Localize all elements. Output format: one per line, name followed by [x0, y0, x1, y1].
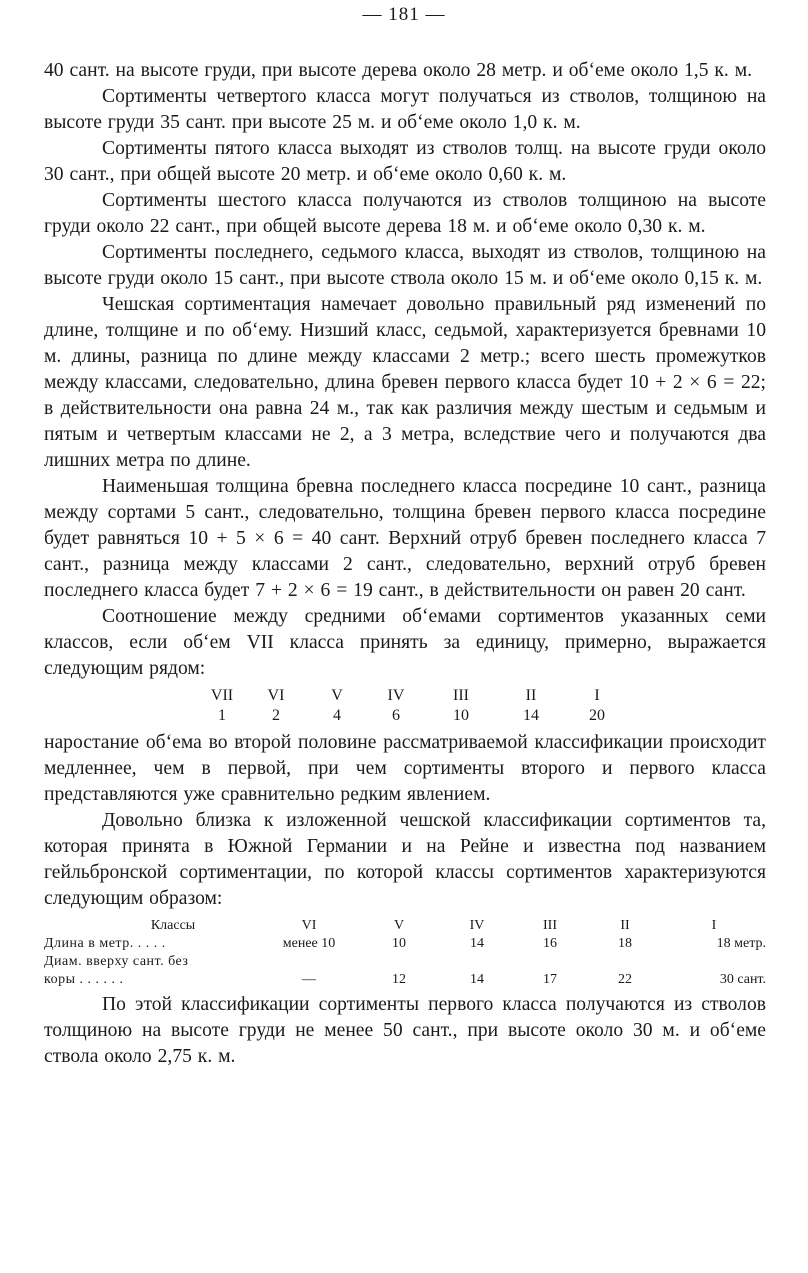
paragraph-continuation: 40 сант. на высоте груди, при высоте дерева около 28 метр. и об‘еме около 1,5 к. м.: [44, 60, 753, 81]
heilbronn-diam-cell: 12: [392, 972, 406, 987]
heilbronn-length-cell: 18: [618, 936, 632, 951]
paragraph-class-5: Сортименты пятого класса выходят из стволов толщ. на высоте груди около 30 сант., при общей высоте 20 метр. и об‘еме около 0,60 к. м.: [44, 138, 766, 185]
text-column: [44, 58, 766, 1070]
ratio-class-cell: VII: [210, 687, 234, 704]
ratio-value-cell: 14: [523, 707, 539, 724]
volume-ratio-table: [200, 686, 628, 726]
ratio-class-cell: III: [453, 687, 469, 704]
heilbronn-diam-cell: 17: [543, 972, 557, 987]
heilbronn-diam-cell: 22: [618, 972, 632, 987]
ratio-value-cell: 4: [333, 707, 341, 724]
paragraph-heilbronn-first-class: По этой классификации сортименты первого класса получаются из стволов толщиною на высоте груди не менее 50 сант., при высоте около 30 м. и об‘еме ствола около 2,75 к. м.: [44, 994, 766, 1067]
heilbronn-header-row: [44, 916, 766, 934]
heilbronn-length-label: Длина в метр. . . . .: [44, 936, 166, 951]
heilbronn-diam-cell: 14: [470, 972, 484, 987]
ratio-values-row: [200, 706, 628, 726]
ratio-class-cell: V: [331, 687, 343, 704]
ratio-class-cell: II: [525, 687, 537, 704]
heilbronn-table: [44, 916, 766, 988]
paragraph-class-7: Сортименты последнего, седьмого класса, выходят из стволов, толщиною на высоте груди около 15 сант., при высоте ствола около 15 м. и об‘еме около 0,15 к. м.: [44, 242, 766, 289]
paragraph-class-6: Сортименты шестого класса получаются из стволов толщиною на высоте груди около 22 сант., при общей высоте дерева 18 м. и об‘еме около 0,30 к. м.: [44, 190, 766, 237]
heilbronn-length-cell: менее 10: [282, 936, 336, 951]
heilbronn-diam-cell: —: [302, 972, 316, 987]
paragraph-heilbronn-intro: Довольно близка к изложенной чешской классификации сортиментов та, которая принята в Южной Германии и на Рейне и известна под названием гейльбронской сортиментации, по которой классы сортиментов характеризуются следующим образом:: [44, 810, 766, 909]
heilbronn-length-cell: 14: [470, 936, 484, 951]
ratio-classes-row: [200, 686, 628, 706]
heilbronn-header-label: Классы: [150, 918, 196, 933]
heilbronn-diam-row-a: [44, 952, 766, 970]
ratio-value-cell: 2: [272, 707, 280, 724]
paragraph-volume-growth: наростание об‘ема во второй половине рассматриваемой классификации происходит медленнее, чем в первой, при чем сортименты второго и первого класса представляются уже сравнительно редким явлением.: [44, 732, 766, 805]
ratio-class-cell: VI: [267, 687, 285, 704]
heilbronn-diam-row-b: [44, 970, 766, 988]
heilbronn-class-cell: IV: [469, 918, 485, 933]
heilbronn-class-cell: II: [620, 918, 630, 933]
heilbronn-length-cell: 16: [543, 936, 557, 951]
heilbronn-diam-cell: 30 сант.: [719, 972, 766, 987]
heilbronn-length-cell: 10: [392, 936, 406, 951]
heilbronn-length-row: [44, 934, 766, 952]
heilbronn-diam-label-1: Диам. вверху сант. без: [44, 954, 189, 969]
ratio-value-cell: 20: [589, 707, 605, 724]
paragraph-volume-ratio: Соотношение между средними об‘емами сортиментов указанных семи классов, если об‘ем VII класса принять за единицу, примерно, выражается следующим рядом:: [44, 606, 766, 679]
heilbronn-length-cell: 18 метр.: [716, 936, 766, 951]
heilbronn-diam-label-2: коры . . . . . .: [44, 972, 124, 987]
heilbronn-class-cell: VI: [301, 918, 317, 933]
ratio-value-cell: 10: [453, 707, 469, 724]
ratio-class-cell: I: [594, 687, 600, 704]
ratio-value-cell: 1: [218, 707, 226, 724]
heilbronn-class-cell: I: [711, 918, 717, 933]
heilbronn-class-cell: III: [543, 918, 557, 933]
paragraph-czech-thickness: Наименьшая толщина бревна последнего класса посредине 10 сант., разница между сортами 5 сант., следовательно, толщина бревен первого класса посредине будет равняться 10 + 5 × 6 = 40 сант. Верхний отруб бревен последнего класса 7 сант., разница между классами 2 сант., следовательно, верхний отруб бревен последнего класса будет 7 + 2 × 6 = 19 сант., в действительности он равен 20 сант.: [44, 476, 766, 601]
ratio-class-cell: IV: [387, 687, 405, 704]
paragraph-czech-length: Чешская сортиментация намечает довольно правильный ряд изменений по длине, толщине и по об‘ему. Низший класс, седьмой, характеризуется бревнами 10 м. длины, разница по длине между классами 2 метр.; всего шесть промежутков между классами, следовательно, длина бревен первого класса будет 10 + 2 × 6 = 22; в действительности она равна 24 м., так как различия между шестым и седьмым и пятым и четвертым классами не 2, а 3 метра, вследствие чего и получаются два лишних метра по длине.: [44, 294, 766, 471]
paragraph-class-4: Сортименты четвертого класса могут получаться из стволов, толщиною на высоте груди 35 сант. при высоте 25 м. и об‘еме около 1,0 к. м.: [44, 86, 766, 133]
heilbronn-class-cell: V: [393, 918, 405, 933]
ratio-value-cell: 6: [392, 707, 400, 724]
page-number: — 181 —: [362, 4, 446, 25]
